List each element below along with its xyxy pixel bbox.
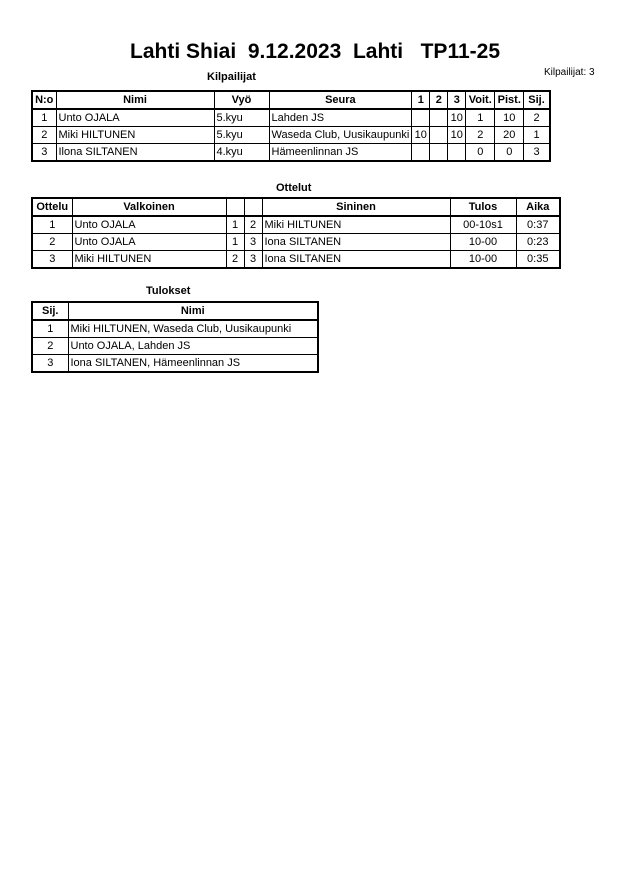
col-header-club: Seura — [269, 91, 412, 109]
cell-no: 3 — [32, 144, 56, 162]
cell-result: 10-00 — [450, 251, 516, 269]
cell-placing: 3 — [524, 144, 550, 162]
col-header-belt: Vyö — [214, 91, 269, 109]
cell-placing: 2 — [32, 338, 68, 355]
table-header-row — [32, 198, 560, 216]
cell-time: 0:23 — [516, 234, 560, 251]
cell-placing: 2 — [524, 109, 550, 127]
cell-white-name: Unto OJALA — [72, 234, 226, 251]
cell-blue-name: Iona SILTANEN — [262, 234, 450, 251]
cell-name: Unto OJALA, Lahden JS — [68, 338, 318, 355]
cell-match-no: 3 — [32, 251, 72, 269]
cell-opp2 — [430, 144, 448, 162]
cell-white-no: 1 — [226, 234, 244, 251]
cell-belt: 5.kyu — [214, 109, 269, 127]
cell-blue-no: 3 — [244, 251, 262, 269]
col-header-name: Nimi — [56, 91, 214, 109]
col-header-opp1: 1 — [412, 91, 430, 109]
cell-name: Miki HILTUNEN — [56, 127, 214, 144]
cell-name: Iona SILTANEN, Hämeenlinnan JS — [68, 355, 318, 373]
col-header-white: Valkoinen — [72, 198, 226, 216]
cell-time: 0:37 — [516, 216, 560, 234]
cell-wins: 1 — [466, 109, 495, 127]
cell-match-no: 2 — [32, 234, 72, 251]
cell-wins: 0 — [466, 144, 495, 162]
col-header-opp3: 3 — [448, 91, 466, 109]
cell-belt: 5.kyu — [214, 127, 269, 144]
competitors-heading: Kilpailijat — [207, 71, 256, 83]
cell-no: 2 — [32, 127, 56, 144]
result-row — [32, 320, 318, 338]
col-header-placing: Sij. — [32, 302, 68, 320]
cell-match-no: 1 — [32, 216, 72, 234]
page-title: Lahti Shiai 9.12.2023 Lahti TP11-25 — [130, 40, 500, 63]
col-header-wins: Voit. — [466, 91, 495, 109]
col-header-points: Pist. — [495, 91, 524, 109]
cell-white-name: Unto OJALA — [72, 216, 226, 234]
cell-placing: 1 — [32, 320, 68, 338]
cell-belt: 4.kyu — [214, 144, 269, 162]
cell-blue-name: Miki HILTUNEN — [262, 216, 450, 234]
cell-opp3: 10 — [448, 109, 466, 127]
cell-opp3: 10 — [448, 127, 466, 144]
cell-wins: 2 — [466, 127, 495, 144]
col-header-name: Nimi — [68, 302, 318, 320]
cell-points: 10 — [495, 109, 524, 127]
cell-points: 0 — [495, 144, 524, 162]
result-row — [32, 338, 318, 355]
cell-club: Waseda Club, Uusikaupunki — [269, 127, 412, 144]
matches-table — [31, 197, 561, 269]
cell-white-no: 1 — [226, 216, 244, 234]
cell-points: 20 — [495, 127, 524, 144]
col-header-blue: Sininen — [262, 198, 450, 216]
table-header-row — [32, 91, 550, 109]
cell-opp1 — [412, 144, 430, 162]
cell-opp2 — [430, 127, 448, 144]
cell-club: Hämeenlinnan JS — [269, 144, 412, 162]
matches-heading: Ottelut — [276, 182, 312, 194]
cell-opp3 — [448, 144, 466, 162]
cell-result: 00-10s1 — [450, 216, 516, 234]
cell-name: Ilona SILTANEN — [56, 144, 214, 162]
competitor-row — [32, 127, 550, 144]
match-row — [32, 216, 560, 234]
table-header-row — [32, 302, 318, 320]
cell-club: Lahden JS — [269, 109, 412, 127]
cell-placing: 1 — [524, 127, 550, 144]
col-header-match-no: Ottelu — [32, 198, 72, 216]
cell-white-no: 2 — [226, 251, 244, 269]
col-header-blue-no — [244, 198, 262, 216]
cell-no: 1 — [32, 109, 56, 127]
cell-result: 10-00 — [450, 234, 516, 251]
cell-blue-name: Iona SILTANEN — [262, 251, 450, 269]
col-header-placing: Sij. — [524, 91, 550, 109]
competitors-count: Kilpailijat: 3 — [544, 67, 595, 78]
col-header-no: N:o — [32, 91, 56, 109]
competitor-row — [32, 144, 550, 162]
match-row — [32, 251, 560, 269]
col-header-result: Tulos — [450, 198, 516, 216]
cell-placing: 3 — [32, 355, 68, 373]
cell-time: 0:35 — [516, 251, 560, 269]
cell-blue-no: 2 — [244, 216, 262, 234]
cell-name: Miki HILTUNEN, Waseda Club, Uusikaupunki — [68, 320, 318, 338]
cell-opp2 — [430, 109, 448, 127]
col-header-white-no — [226, 198, 244, 216]
results-table — [31, 301, 319, 373]
cell-opp1 — [412, 109, 430, 127]
competitor-row — [32, 109, 550, 127]
results-heading: Tulokset — [146, 285, 191, 297]
match-row — [32, 234, 560, 251]
competitors-table — [31, 90, 551, 162]
cell-name: Unto OJALA — [56, 109, 214, 127]
result-row — [32, 355, 318, 373]
col-header-time: Aika — [516, 198, 560, 216]
cell-opp1: 10 — [412, 127, 430, 144]
col-header-opp2: 2 — [430, 91, 448, 109]
cell-blue-no: 3 — [244, 234, 262, 251]
cell-white-name: Miki HILTUNEN — [72, 251, 226, 269]
